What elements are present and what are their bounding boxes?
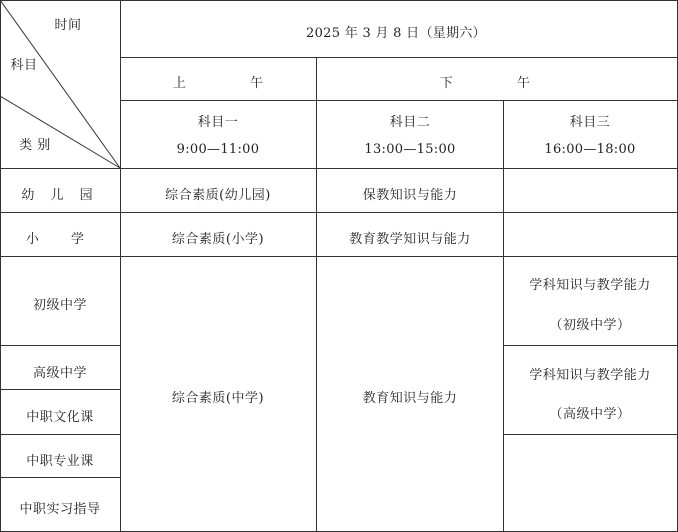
diagonal-label-time: 时间 xyxy=(54,18,82,33)
category-vocational-practice: 中职实习指导 xyxy=(19,502,101,517)
category-vocational-culture: 中职文化课 xyxy=(26,410,94,425)
diagonal-label-subject: 科目 xyxy=(10,58,38,73)
cell-primary-subject-1: 综合素质(小学) xyxy=(171,232,265,247)
cell-kindergarten-subject-1: 综合素质(幼儿园) xyxy=(165,188,271,203)
cell-kindergarten-subject-2: 保教知识与能力 xyxy=(362,188,458,203)
diagonal-label-category: 类 别 xyxy=(19,138,51,153)
cell-junior-subject-3-line2: （初级中学） xyxy=(549,318,631,333)
category-primary: 小 学 xyxy=(25,232,99,247)
period-morning: 上 午 xyxy=(172,76,294,91)
cell-senior-subject-3-line1: 学科知识与教学能力 xyxy=(529,368,651,383)
subject-2-name: 科目二 xyxy=(389,115,431,130)
subject-1-time: 9:00—11:00 xyxy=(176,142,260,157)
cell-secondary-subject-1: 综合素质(中学) xyxy=(171,391,265,406)
category-vocational-major: 中职专业课 xyxy=(26,454,94,469)
subject-2-time: 13:00—15:00 xyxy=(364,142,456,157)
diagonal-line-2 xyxy=(0,96,120,168)
exam-date: 2025 年 3 月 8 日（星期六） xyxy=(306,26,486,41)
category-senior: 高级中学 xyxy=(32,366,88,381)
cell-secondary-subject-2: 教育知识与能力 xyxy=(362,391,458,406)
subject-3-name: 科目三 xyxy=(569,115,611,130)
period-afternoon: 下 午 xyxy=(439,76,561,91)
category-junior: 初级中学 xyxy=(32,298,88,313)
subject-3-time: 16:00—18:00 xyxy=(544,142,636,157)
subject-1-name: 科目一 xyxy=(197,115,239,130)
cell-senior-subject-3-line2: （高级中学） xyxy=(549,407,631,422)
table-border xyxy=(1,1,678,532)
category-kindergarten: 幼 儿 园 xyxy=(21,188,99,203)
cell-junior-subject-3-line1: 学科知识与教学能力 xyxy=(529,278,651,293)
cell-primary-subject-2: 教育教学知识与能力 xyxy=(349,232,471,247)
